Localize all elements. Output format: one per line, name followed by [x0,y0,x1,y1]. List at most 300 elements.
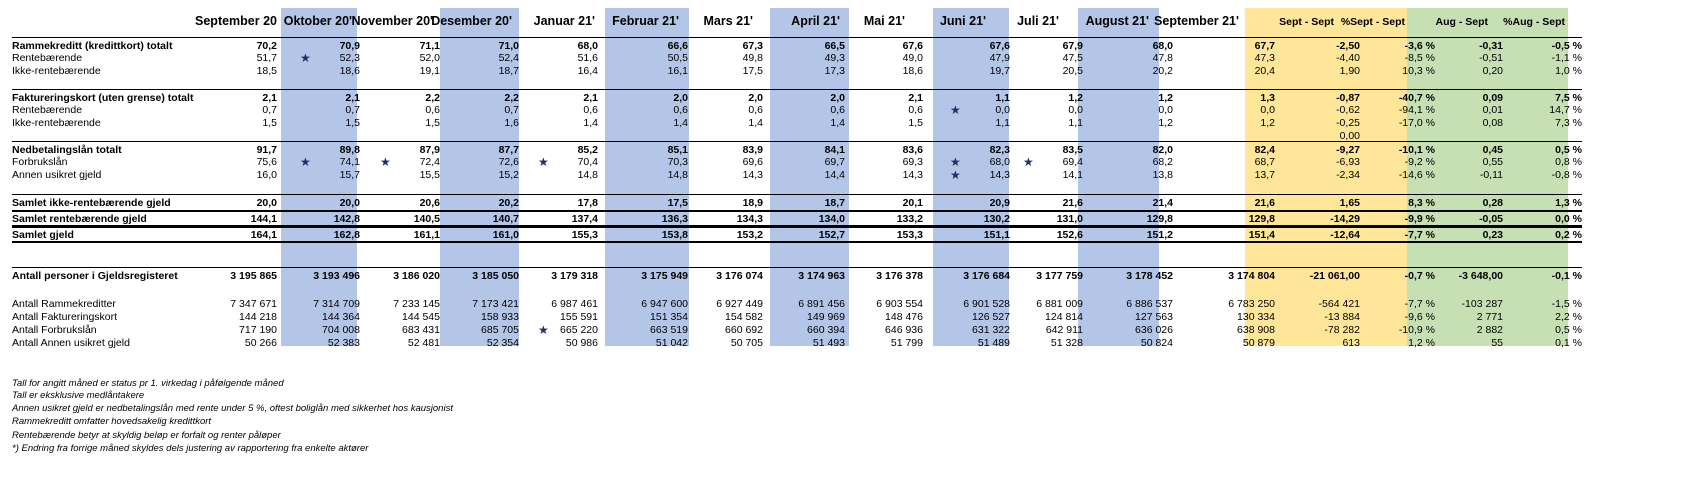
row-label: Antall Annen usikret gjeld [12,337,130,349]
row-separator [12,226,1582,228]
table-cell: -9,2 % [1404,156,1435,168]
table-cell: 3 176 074 [716,270,763,282]
table-cell: 21,6 [1254,197,1275,209]
row-label: Rammekreditt (kredittkort) totalt [12,40,173,52]
table-cell: 18,7 [824,197,845,209]
table-cell: 85,2 [577,144,598,156]
table-cell: 75,6 [256,156,277,168]
row-separator [12,194,1582,195]
table-cell: 2,1 [583,92,598,104]
table-cell: 140,7 [492,213,519,225]
table-cell: 18,5 [256,65,277,77]
table-cell: 144 364 [322,311,360,323]
table-cell: 124 814 [1045,311,1083,323]
table-cell: 18,7 [498,65,519,77]
table-cell: 3 179 318 [551,270,598,282]
table-cell: 129,8 [1146,213,1173,225]
row-label: Forbrukslån [12,156,68,168]
table-cell: 144 545 [402,311,440,323]
table-cell: 68,0 [1152,40,1173,52]
table-cell: 0,28 [1482,197,1503,209]
table-cell: -564 421 [1318,298,1360,310]
table-cell: -12,64 [1330,229,1360,241]
table-cell: 52 481 [407,337,440,349]
row-label: Antall Forbrukslån [12,324,97,336]
table-cell: 19,1 [419,65,440,77]
footnote: Annen usikret gjeld er nedbetalingslån med rente under 5 %, oftest boliglån med sikkerhet hos kausjonist [12,403,453,414]
row-separator [12,241,1582,243]
table-cell: 14,3 [902,169,923,181]
table-cell: -4,40 [1336,52,1360,64]
table-cell: 3 176 378 [876,270,923,282]
table-cell: -1,1 % [1551,52,1582,64]
table-cell: 161,0 [492,229,519,241]
column-header: Februar 21' [612,14,679,28]
table-cell: -21 061,00 [1309,270,1360,282]
column-header: August 21' [1085,14,1149,28]
table-cell: 6 901 528 [963,298,1010,310]
table-cell: 20,6 [419,197,440,209]
table-cell: 69,4 [1062,156,1083,168]
table-cell: 15,5 [419,169,440,181]
table-cell: 0,08 [1482,117,1503,129]
table-cell: 18,6 [339,65,360,77]
table-cell: 52,3 [339,52,360,64]
table-cell: 18,9 [742,197,763,209]
table-cell: 20,0 [339,197,360,209]
table-cell: 130 334 [1237,311,1275,323]
table-cell: 49,0 [902,52,923,64]
table-cell: 151,2 [1146,229,1173,241]
table-cell: 47,5 [1062,52,1083,64]
table-cell: 21,4 [1152,197,1173,209]
table-cell: 83,5 [1062,144,1083,156]
row-label: Annen usikret gjeld [12,169,102,181]
row-label: Antall Faktureringskort [12,311,118,323]
table-cell: 155,3 [571,229,598,241]
table-cell: 1,65 [1339,197,1360,209]
table-cell: 137,4 [571,213,598,225]
column-header: September 21' [1154,14,1239,28]
table-cell: 3 176 684 [963,270,1010,282]
table-cell: -7,7 % [1404,229,1435,241]
row-separator [12,89,1582,90]
table-cell: 66,5 [824,40,845,52]
table-cell: 82,0 [1152,144,1173,156]
column-header: Oktober 20' [283,14,352,28]
column-header: Sept - Sept [1279,16,1334,28]
table-cell: 663 519 [650,324,688,336]
table-cell: 69,6 [742,156,763,168]
table-cell: 1,2 [1068,92,1083,104]
table-cell: 1,5 [908,117,923,129]
table-cell: 68,2 [1152,156,1173,168]
table-cell: 50,5 [667,52,688,64]
table-cell: 51 799 [890,337,923,349]
table-cell: 3 174 804 [1228,270,1275,282]
table-cell: 47,9 [989,52,1010,64]
table-cell: -0,87 [1336,92,1360,104]
table-cell: 2,1 [262,92,277,104]
table-cell: 16,4 [577,65,598,77]
table-cell: 17,5 [667,197,688,209]
column-header: Januar 21' [533,14,595,28]
table-cell: 51 328 [1050,337,1083,349]
row-separator [12,37,1582,38]
table-cell: -0,11 [1479,169,1503,181]
table-cell: 1,3 [1260,92,1275,104]
table-cell: 71,0 [498,40,519,52]
table-cell: 140,5 [413,213,440,225]
table-cell: 7 314 709 [313,298,360,310]
table-cell: 6 886 537 [1126,298,1173,310]
table-cell: 68,7 [1254,156,1275,168]
table-cell: 14,4 [824,169,845,181]
table-cell: -9,27 [1336,144,1360,156]
table-cell: 51,6 [577,52,598,64]
table-cell: 642 911 [1045,324,1083,336]
table-cell: 47,8 [1152,52,1173,64]
table-cell: 0,1 % [1555,337,1582,349]
column-header: Juli 21' [1017,14,1059,28]
table-cell: -78 282 [1324,324,1360,336]
table-cell: 50 824 [1140,337,1173,349]
table-cell: 67,6 [989,40,1010,52]
table-cell: 0,0 % [1555,213,1582,225]
row-label: Antall Rammekreditter [12,298,116,310]
table-cell: 82,3 [989,144,1010,156]
table-cell: 89,8 [339,144,360,156]
table-cell: -0,31 [1479,40,1503,52]
column-header: %Sept - Sept [1340,16,1405,28]
table-cell: -6,93 [1336,156,1360,168]
table-cell: 0,00 [1339,130,1360,142]
footnote: Rammekreditt omfatter hovedsakelig kredittkort [12,416,212,427]
table-cell: 47,3 [1254,52,1275,64]
table-cell: 0,6 [425,104,440,116]
table-cell: 67,6 [902,40,923,52]
table-cell: 0,5 % [1555,324,1582,336]
table-cell: 1,5 [345,117,360,129]
table-cell: 15,7 [339,169,360,181]
table-cell: 52 354 [486,337,519,349]
star-icon: ★ [300,51,311,65]
table-cell: 16,1 [667,65,688,77]
table-cell: 2 771 [1476,311,1503,323]
row-label: Samlet rentebærende gjeld [12,213,147,225]
column-header: %Aug - Sept [1503,16,1565,28]
table-cell: 151 354 [650,311,688,323]
table-cell: 15,2 [498,169,519,181]
table-cell: -9,9 % [1404,213,1435,225]
table-cell: 70,3 [667,156,688,168]
table-cell: 153,8 [661,229,688,241]
table-cell: 20,0 [256,197,277,209]
table-cell: 636 026 [1135,324,1173,336]
table-cell: 6 881 009 [1036,298,1083,310]
table-cell: 51,7 [256,52,277,64]
table-cell: 134,0 [818,213,845,225]
table-cell: 0,01 [1482,104,1503,116]
footnote: *) Endring fra forrige måned skyldes dels justering av rapportering fra enkelte aktører [12,443,369,454]
table-cell: 3 185 050 [472,270,519,282]
table-cell: 155 591 [560,311,598,323]
table-cell: 6 891 456 [798,298,845,310]
table-cell: 2,1 [908,92,923,104]
table-cell: 3 178 452 [1126,270,1173,282]
table-cell: 0,09 [1482,92,1503,104]
column-header: September 20 [195,14,277,28]
column-header: Juni 21' [939,14,986,28]
table-cell: 17,3 [824,65,845,77]
star-icon: ★ [300,155,311,169]
table-cell: 8,3 % [1408,197,1435,209]
table-cell: 1,4 [748,117,763,129]
table-cell: 70,4 [577,156,598,168]
table-cell: 87,7 [498,144,519,156]
star-icon: ★ [538,323,549,337]
table-cell: -40,7 % [1398,92,1435,104]
table-cell: 21,6 [1062,197,1083,209]
table-cell: 69,3 [902,156,923,168]
table-cell: 51 042 [655,337,688,349]
table-cell: -0,25 [1336,117,1360,129]
table-cell: 3 195 865 [230,270,277,282]
table-cell: 14,7 % [1549,104,1582,116]
table-cell: 704 008 [322,324,360,336]
table-cell: 161,1 [413,229,440,241]
table-cell: 1,6 [504,117,519,129]
table-cell: 20,5 [1062,65,1083,77]
table-cell: 1,1 [995,92,1010,104]
table-cell: 164,1 [250,229,277,241]
row-label: Rentebærende [12,104,83,116]
table-cell: -3,6 % [1404,40,1435,52]
table-cell: 154 582 [725,311,763,323]
table-cell: 20,4 [1254,65,1275,77]
table-cell: 136,3 [661,213,688,225]
table-cell: 685 705 [481,324,519,336]
table-cell: 151,4 [1248,229,1275,241]
table-cell: 1,4 [583,117,598,129]
row-label: Antall personer i Gjeldsregisteret [12,270,178,282]
table-cell: 144 218 [239,311,277,323]
star-icon: ★ [1023,155,1034,169]
table-cell: 14,8 [577,169,598,181]
column-header: Desember 20' [431,14,512,28]
table-cell: 3 174 963 [798,270,845,282]
table-cell: 1,0 % [1555,65,1582,77]
table-cell: -14,6 % [1398,169,1435,181]
footnote: Rentebærende betyr at skyldig beløp er forfalt og renter påløper [12,430,281,441]
table-cell: 6 927 449 [716,298,763,310]
table-cell: -17,0 % [1398,117,1435,129]
table-cell: 126 527 [972,311,1010,323]
table-cell: -0,5 % [1551,40,1582,52]
column-header: November 20' [351,14,433,28]
table-cell: 83,6 [902,144,923,156]
table-cell: 153,2 [736,229,763,241]
row-label: Rentebærende [12,52,83,64]
table-cell: 20,2 [498,197,519,209]
table-cell: -13 884 [1324,311,1360,323]
table-cell: 0,20 [1482,65,1503,77]
table-cell: 152,7 [818,229,845,241]
table-cell: 129,8 [1248,213,1275,225]
column-header: Mai 21' [863,14,905,28]
row-label: Ikke-rentebærende [12,65,101,77]
table-cell: 0,55 [1482,156,1503,168]
table-cell: 3 193 496 [313,270,360,282]
table-cell: -7,7 % [1404,298,1435,310]
table-cell: 1,2 [1158,92,1173,104]
table-cell: 638 908 [1237,324,1275,336]
table-cell: 1,4 [673,117,688,129]
table-cell: -14,29 [1330,213,1360,225]
table-cell: 151,1 [983,229,1010,241]
table-cell: 83,9 [742,144,763,156]
table-cell: 0,7 [262,104,277,116]
table-cell: -10,1 % [1398,144,1435,156]
table-cell: 134,3 [736,213,763,225]
table-cell: 152,6 [1056,229,1083,241]
table-cell: 158 933 [481,311,519,323]
table-cell: 0,6 [830,104,845,116]
table-cell: -10,9 % [1398,324,1435,336]
table-cell: 85,1 [667,144,688,156]
table-cell: 17,5 [742,65,763,77]
table-cell: 0,0 [1158,104,1173,116]
table-cell: 20,9 [989,197,1010,209]
table-cell: 55 [1491,337,1503,349]
table-cell: 665 220 [560,324,598,336]
star-icon: ★ [380,155,391,169]
table-cell: -1,5 % [1551,298,1582,310]
table-cell: 2,0 [830,92,845,104]
table-cell: 2,2 [504,92,519,104]
table-cell: 717 190 [239,324,277,336]
table-cell: 0,2 % [1555,229,1582,241]
table-cell: 14,3 [742,169,763,181]
table-cell: 72,6 [498,156,519,168]
table-cell: -0,8 % [1551,169,1582,181]
table-cell: 6 987 461 [551,298,598,310]
table-cell: 631 322 [972,324,1010,336]
table-cell: -2,34 [1336,169,1360,181]
table-cell: 1,2 [1260,117,1275,129]
table-cell: 613 [1342,337,1360,349]
table-cell: 6 947 600 [641,298,688,310]
table-cell: 131,0 [1056,213,1083,225]
star-icon: ★ [950,168,961,182]
table-cell: -0,51 [1479,52,1503,64]
star-icon: ★ [950,155,961,169]
row-label: Samlet ikke-rentebærende gjeld [12,197,171,209]
table-cell: 683 431 [402,324,440,336]
table-cell: 127 563 [1135,311,1173,323]
table-cell: 2,0 [748,92,763,104]
table-cell: 1,5 [425,117,440,129]
table-cell: 71,1 [419,40,440,52]
table-cell: 0,7 [345,104,360,116]
table-cell: 70,2 [256,40,277,52]
table-cell: 162,8 [333,229,360,241]
table-cell: 660 692 [725,324,763,336]
row-label: Nedbetalingslån totalt [12,144,122,156]
table-cell: 2,1 [345,92,360,104]
table-cell: 148 476 [885,311,923,323]
table-cell: 2,0 [673,92,688,104]
table-cell: 84,1 [824,144,845,156]
table-cell: 72,4 [419,156,440,168]
table-cell: 0,6 [748,104,763,116]
table-cell: 50 986 [565,337,598,349]
table-cell: -94,1 % [1398,104,1435,116]
row-label: Ikke-rentebærende [12,117,101,129]
footnote: Tall for angitt måned er status pr 1. virkedag i påfølgende måned [12,378,284,389]
table-cell: -0,1 % [1551,270,1582,282]
table-cell: 0,0 [995,104,1010,116]
table-cell: 50 705 [730,337,763,349]
table-cell: 91,7 [256,144,277,156]
table-cell: 7 347 671 [230,298,277,310]
table-cell: 7 173 421 [472,298,519,310]
star-icon: ★ [950,103,961,117]
table-cell: 49,8 [742,52,763,64]
table-cell: 3 175 949 [641,270,688,282]
table-cell: 67,9 [1062,40,1083,52]
table-cell: 1,5 [262,117,277,129]
table-cell: 144,1 [250,213,277,225]
table-cell: 1,90 [1339,65,1360,77]
table-cell: -0,62 [1336,104,1360,116]
table-cell: 67,7 [1254,40,1275,52]
table-cell: 69,7 [824,156,845,168]
table-cell: 17,8 [577,197,598,209]
table-cell: 14,8 [667,169,688,181]
table-cell: 51 493 [812,337,845,349]
row-label: Faktureringskort (uten grense) totalt [12,92,194,104]
table-cell: 0,8 % [1555,156,1582,168]
table-cell: 52,4 [498,52,519,64]
table-cell: 7,3 % [1555,117,1582,129]
table-cell: 16,0 [256,169,277,181]
table-cell: -2,50 [1336,40,1360,52]
table-cell: 3 177 759 [1036,270,1083,282]
column-header: April 21' [791,14,840,28]
table-cell: 1,1 [995,117,1010,129]
table-cell: -3 648,00 [1458,270,1503,282]
table-cell: -9,6 % [1404,311,1435,323]
table-cell: 7 233 145 [393,298,440,310]
table-cell: 1,2 [1158,117,1173,129]
table-cell: -0,7 % [1404,270,1435,282]
row-separator [12,141,1582,142]
table-cell: 646 936 [885,324,923,336]
table-cell: 1,3 % [1555,197,1582,209]
table-cell: 0,0 [1260,104,1275,116]
column-header: Aug - Sept [1435,16,1488,28]
table-cell: -0,05 [1479,213,1503,225]
footnote: Tall er eksklusive medlåntakere [12,390,145,401]
table-cell: 660 394 [807,324,845,336]
table-cell: 130,2 [983,213,1010,225]
table-cell: 0,0 [1068,104,1083,116]
table-cell: 20,1 [902,197,923,209]
table-cell: 153,3 [896,229,923,241]
table-cell: 18,6 [902,65,923,77]
table-cell: 68,0 [989,156,1010,168]
